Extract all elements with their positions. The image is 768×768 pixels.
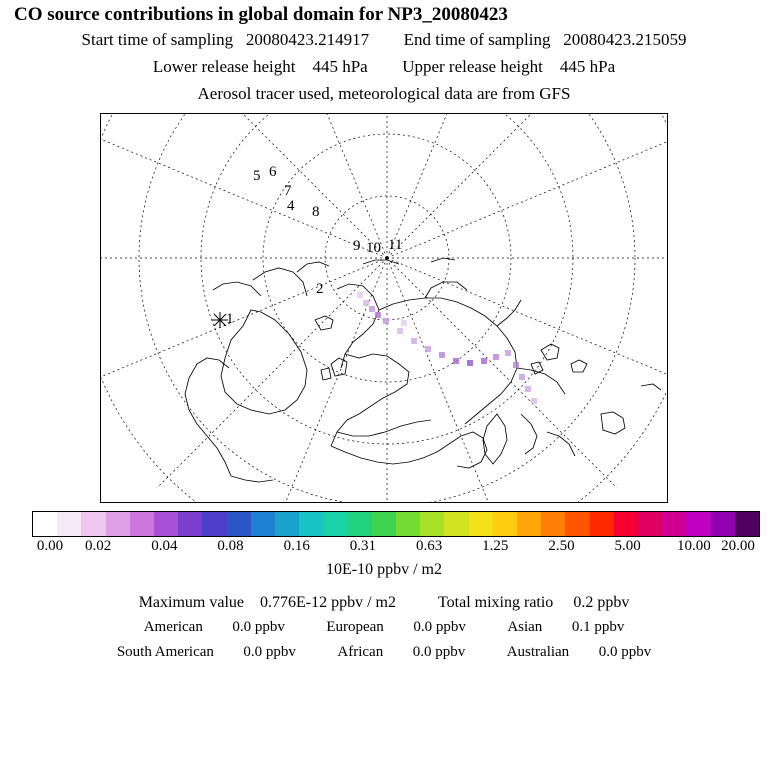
- colorbar: [32, 511, 760, 537]
- region-south-american-value: 0.0 ppbv: [243, 644, 296, 660]
- total-mixing-ratio-label: Total mixing ratio: [438, 594, 554, 611]
- start-time-value: 20080423.214917: [245, 30, 370, 49]
- map-svg: [101, 114, 667, 502]
- colorbar-tick-label: 2.50: [548, 538, 575, 554]
- colorbar-swatch: [57, 512, 81, 536]
- colorbar-swatch: [469, 512, 493, 536]
- colorbar-tick-label: 0.31: [349, 538, 377, 554]
- map-label-11: 11: [388, 237, 403, 253]
- map-label-10: 10: [366, 240, 381, 256]
- colorbar-tick-label: 0.02: [85, 538, 112, 554]
- colorbar-swatch: [372, 512, 396, 536]
- colorbar-tick-label: 0.04: [151, 538, 178, 554]
- colorbar-unit-label: 10E-10 ppbv / m2: [326, 561, 442, 578]
- region-australian-value: 0.0 ppbv: [598, 644, 652, 660]
- region-american-value: 0.0 ppbv: [232, 619, 285, 635]
- colorbar-swatch: [81, 512, 105, 536]
- colorbar-tick-label: 5.00: [614, 538, 641, 554]
- map-panel: [100, 113, 668, 503]
- colorbar-swatch: [614, 512, 638, 536]
- colorbar-tick-label: 0.08: [217, 538, 244, 554]
- colorbar-tick-label: 1.25: [482, 538, 509, 554]
- colorbar-swatch: [178, 512, 202, 536]
- map-label-1: 1: [226, 311, 234, 327]
- total-mixing-ratio-value: 0.2 ppbv: [573, 594, 630, 611]
- colorbar-swatch: [541, 512, 565, 536]
- colorbar-swatch: [493, 512, 517, 536]
- region-row-1: [0, 619, 768, 636]
- colorbar-ticks: [0, 538, 768, 556]
- colorbar-tick-label: 0.16: [283, 538, 310, 554]
- map-label-4: 4: [287, 198, 295, 214]
- end-time-label: End time of sampling: [403, 30, 551, 49]
- region-european-value: 0.0 ppbv: [413, 619, 466, 635]
- region-american-label: American: [143, 619, 203, 635]
- release-height-row: [0, 57, 768, 77]
- colorbar-swatch: [444, 512, 468, 536]
- colorbar-swatch: [275, 512, 299, 536]
- colorbar-tick-label: 0.00: [36, 538, 64, 554]
- max-value: 0.776E-12 ppbv / m2: [260, 594, 396, 611]
- colorbar-swatch: [735, 512, 759, 536]
- colorbar-swatch: [154, 512, 178, 536]
- tracer-note: Aerosol tracer used, meteorological data are from GFS: [197, 84, 571, 103]
- colorbar-swatch: [251, 512, 275, 536]
- map-label-8: 8: [312, 204, 320, 220]
- colorbar-swatch: [638, 512, 662, 536]
- colorbar-swatch: [323, 512, 347, 536]
- plume-cells: [357, 292, 537, 404]
- colorbar-swatch: [517, 512, 541, 536]
- colorbar-swatch: [33, 512, 57, 536]
- coastlines: [185, 258, 661, 482]
- upper-release-value: 445 hPa: [559, 57, 616, 76]
- colorbar-swatch: [686, 512, 710, 536]
- colorbar-swatch: [565, 512, 589, 536]
- page-title: CO source contributions in global domain for NP3_20080423: [14, 4, 508, 25]
- colorbar-swatch: [662, 512, 686, 536]
- sampling-time-row: [0, 30, 768, 50]
- region-african-label: African: [337, 644, 384, 660]
- colorbar-swatch: [396, 512, 420, 536]
- map-label-9: 9: [353, 238, 361, 254]
- colorbar-swatch: [348, 512, 372, 536]
- region-australian-label: Australian: [506, 644, 570, 660]
- region-south-american-label: South American: [116, 644, 214, 660]
- map-label-5: 5: [253, 168, 261, 184]
- colorbar-swatch: [420, 512, 444, 536]
- colorbar-swatch: [711, 512, 735, 536]
- colorbar-tick-label: 20.00: [721, 538, 755, 554]
- summary-row: [0, 594, 768, 612]
- colorbar-swatch: [299, 512, 323, 536]
- map-label-2: 2: [316, 281, 324, 297]
- lower-release-label: Lower release height: [152, 57, 296, 76]
- colorbar-swatch: [106, 512, 130, 536]
- region-row-2: [0, 644, 768, 661]
- region-european-label: European: [326, 619, 384, 635]
- colorbar-swatch: [202, 512, 226, 536]
- colorbar-swatch: [227, 512, 251, 536]
- upper-release-label: Upper release height: [402, 57, 543, 76]
- colorbar-swatch: [590, 512, 614, 536]
- colorbar-tick-label: 10.00: [676, 538, 711, 554]
- colorbar-swatch: [130, 512, 154, 536]
- map-label-6: 6: [269, 164, 277, 180]
- region-african-value: 0.0 ppbv: [412, 644, 466, 660]
- max-value-label: Maximum value: [138, 594, 244, 611]
- region-asian-value: 0.1 ppbv: [571, 619, 625, 635]
- end-time-value: 20080423.215059: [563, 30, 687, 49]
- map-label-7: 7: [284, 183, 292, 199]
- region-asian-label: Asian: [507, 619, 543, 635]
- colorbar-tick-label: 0.63: [415, 538, 443, 554]
- start-time-label: Start time of sampling: [81, 30, 234, 49]
- lower-release-value: 445 hPa: [312, 57, 368, 76]
